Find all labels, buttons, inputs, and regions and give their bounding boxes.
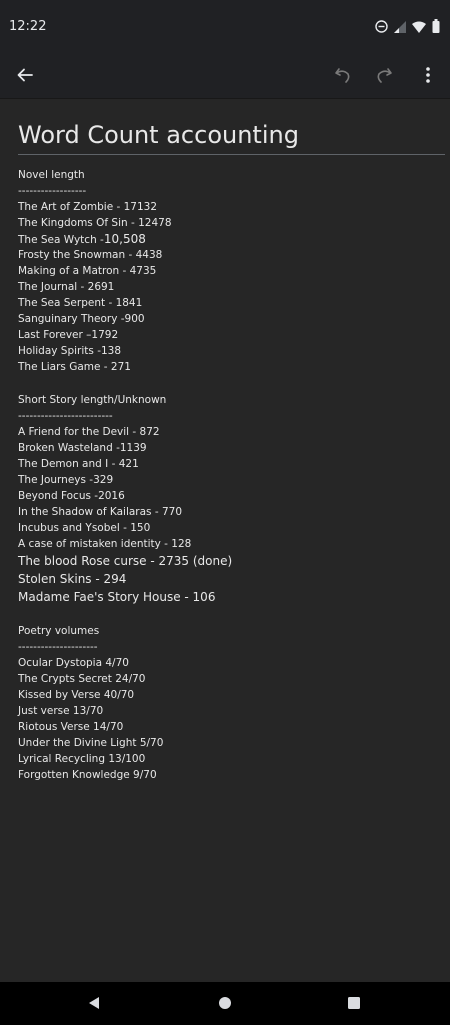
- list-item: Lyrical Recycling 13/100: [18, 753, 146, 765]
- list-item: Making of a Matron - 4735: [18, 265, 157, 277]
- list-item: Beyond Focus -2016: [18, 490, 125, 502]
- list-item: The Journeys -329: [18, 474, 114, 486]
- list-item: The Demon and I - 421: [18, 458, 139, 470]
- list-item: Sanguinary Theory -900: [18, 313, 145, 325]
- list-item: The Liars Game - 271: [18, 361, 131, 373]
- toolbar: [0, 56, 450, 98]
- status-time: 12:22: [9, 19, 47, 34]
- do-not-disturb-icon: [375, 18, 388, 37]
- list-item: Holiday Spirits -138: [18, 345, 122, 357]
- list-item: Kissed by Verse 40/70: [18, 689, 135, 701]
- list-item: Last Forever –1792: [18, 329, 119, 341]
- back-button[interactable]: [9, 61, 41, 93]
- list-item: The blood Rose curse - 2735 (done): [18, 554, 233, 568]
- document-body[interactable]: [0, 99, 450, 982]
- redo-button[interactable]: [368, 61, 400, 93]
- list-item: A case of mistaken identity - 128: [18, 538, 192, 550]
- section-heading: Short Story length/Unknown: [18, 394, 167, 406]
- list-item: The Kingdoms Of Sin - 12478: [18, 217, 172, 229]
- nav-recents-icon: [347, 995, 361, 1014]
- redo-icon: [374, 65, 394, 89]
- nav-home-icon: [218, 995, 232, 1014]
- section-separator: ------------------: [18, 185, 87, 197]
- battery-icon: [432, 18, 440, 37]
- list-item: In the Shadow of Kailaras - 770: [18, 506, 183, 518]
- more-options-button[interactable]: [412, 61, 444, 93]
- section-heading: Novel length: [18, 169, 85, 181]
- list-item: Ocular Dystopia 4/70: [18, 657, 129, 669]
- more-vert-icon: [425, 66, 431, 88]
- list-item: Frosty the Snowman - 4438: [18, 249, 163, 261]
- document-title[interactable]: Word Count accounting: [18, 121, 299, 149]
- list-item: A Friend for the Devil - 872: [18, 426, 160, 438]
- list-item: Stolen Skins - 294: [18, 572, 127, 586]
- list-item-number: 10,508: [103, 232, 146, 246]
- list-item: Riotous Verse 14/70: [18, 721, 124, 733]
- section-separator: ---------------------: [18, 641, 98, 653]
- undo-icon: [333, 65, 353, 89]
- title-underline: [18, 154, 445, 155]
- list-item-text: The Sea Wytch -: [18, 234, 104, 246]
- nav-back-icon: [87, 995, 101, 1014]
- section-separator: -------------------------: [18, 410, 113, 422]
- navigation-bar: [0, 982, 450, 1025]
- list-item: [18, 231, 146, 248]
- list-item: The Crypts Secret 24/70: [18, 673, 146, 685]
- list-item: Incubus and Ysobel - 150: [18, 522, 151, 534]
- nav-recents-button[interactable]: [342, 992, 366, 1016]
- list-item: Under the Divine Light 5/70: [18, 737, 164, 749]
- list-item: Broken Wasteland -1139: [18, 442, 147, 454]
- list-item: The Journal - 2691: [18, 281, 115, 293]
- undo-button[interactable]: [327, 61, 359, 93]
- status-icons: [375, 19, 440, 35]
- list-item: The Art of Zombie - 17132: [18, 201, 158, 213]
- list-item: Just verse 13/70: [18, 705, 104, 717]
- list-item: The Sea Serpent - 1841: [18, 297, 143, 309]
- nav-back-button[interactable]: [82, 992, 106, 1016]
- signal-icon: [394, 18, 406, 37]
- status-bar: [0, 0, 450, 56]
- wifi-icon: [412, 18, 426, 37]
- list-item: Forgotten Knowledge 9/70: [18, 769, 157, 781]
- back-arrow-icon: [16, 66, 34, 88]
- nav-home-button[interactable]: [213, 992, 237, 1016]
- list-item: Madame Fae's Story House - 106: [18, 590, 216, 604]
- section-heading: Poetry volumes: [18, 625, 100, 637]
